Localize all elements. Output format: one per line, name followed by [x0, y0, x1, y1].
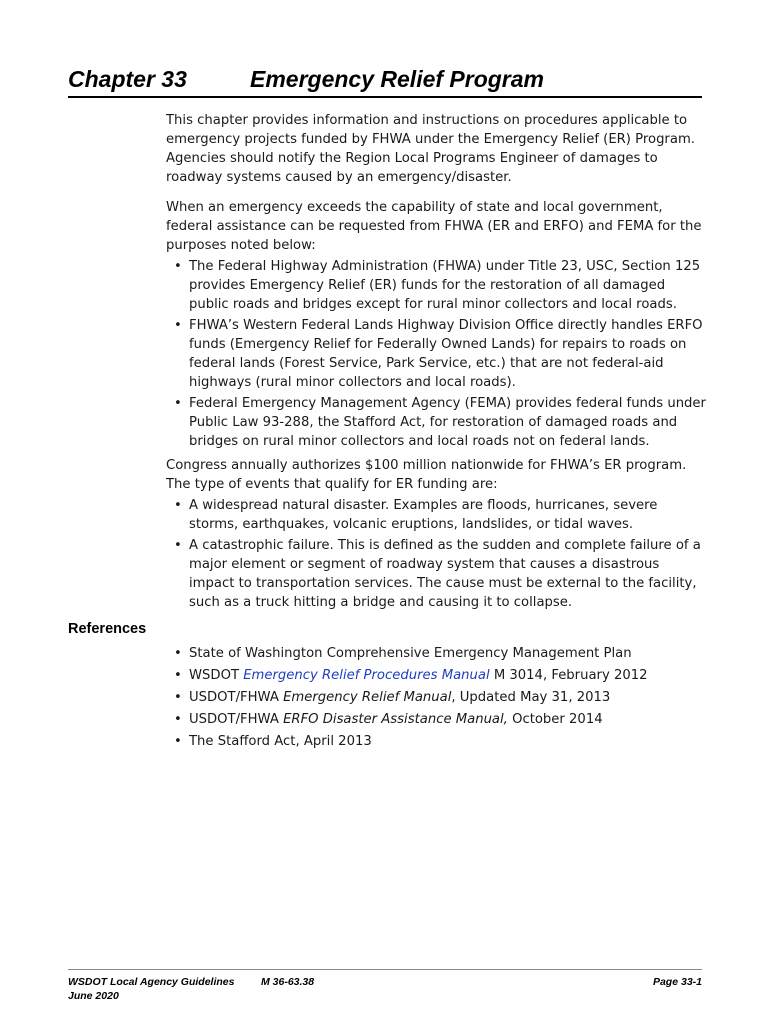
reference-text: State of Washington Comprehensive Emergency Management Plan [189, 646, 632, 661]
reference-item [166, 732, 706, 751]
chapter-header [68, 62, 702, 98]
reference-item [166, 688, 706, 707]
footer-date: June 2020 [68, 990, 119, 1002]
list-item [166, 316, 706, 392]
list-item-text: FHWA’s Western Federal Lands Highway Division Office directly handles ERFO funds (Emergency Relief for Federally Owned Lands) for repairs to roads on federal lands (Forest Service, Park Service, etc.) that are not federal-aid highways (rural minor collectors and local roads). [189, 318, 703, 390]
assistance-paragraph: When an emergency exceeds the capability of state and local government, federal assistance can be requested from FHWA (ER and ERFO) and FEMA for the purposes noted below: [166, 200, 702, 253]
footer-publication: WSDOT Local Agency Guidelines [68, 976, 235, 988]
list-item [166, 496, 706, 534]
assistance-list [166, 257, 706, 451]
list-item-text: A widespread natural disaster. Examples are floods, hurricanes, severe storms, earthquakes, volcanic eruptions, landslides, or tidal waves. [189, 498, 658, 532]
footer-divider [68, 969, 702, 970]
reference-suffix: , Updated May 31, 2013 [451, 690, 611, 705]
reference-item [166, 644, 706, 663]
references-section [166, 641, 706, 751]
bullet-icon: • [174, 712, 182, 727]
assistance-section [166, 198, 706, 451]
references-list [166, 644, 706, 751]
reference-suffix: M 3014, February 2012 [489, 668, 648, 683]
reference-title: ERFO Disaster Assistance Manual, [283, 712, 508, 727]
reference-item [166, 666, 706, 685]
chapter-title: Emergency Relief Program [250, 66, 545, 92]
chapter-number: Chapter 33 [68, 66, 187, 92]
footer-page-number: Page 33-1 [652, 976, 702, 988]
bullet-icon: • [174, 734, 182, 749]
funding-section [166, 456, 706, 612]
intro-paragraph: This chapter provides information and instructions on procedures applicable to emergency projects funded by FHWA under the Emergency Relief (ER) Program. Agencies should notify the Region Local Programs Engineer of damages to roadway systems caused by an emergency/disaster. [166, 113, 695, 185]
reference-item [166, 710, 706, 729]
reference-text: The Stafford Act, April 2013 [189, 734, 372, 749]
references-heading: References [68, 621, 147, 637]
reference-title: Emergency Relief Manual [283, 690, 452, 705]
bullet-icon: • [174, 538, 182, 553]
reference-suffix: October 2014 [507, 712, 603, 727]
procedures-manual-link[interactable]: Emergency Relief Procedures Manual [243, 668, 490, 683]
bullet-icon: • [174, 318, 182, 333]
list-item-text: Federal Emergency Management Agency (FEMA) provides federal funds under Public Law 93-288, the Stafford Act, for restoration of damaged roads and bridges on rural minor collectors and local roads not on federal lands. [189, 396, 706, 449]
reference-prefix: USDOT/FHWA [189, 712, 284, 727]
funding-list [166, 496, 706, 612]
reference-prefix: USDOT/FHWA [189, 690, 284, 705]
funding-paragraph: Congress annually authorizes $100 million nationwide for FHWA’s ER program. The type of events that qualify for ER funding are: [166, 458, 687, 492]
list-item [166, 536, 706, 612]
list-item [166, 394, 706, 451]
bullet-icon: • [174, 646, 182, 661]
footer-doc-number: M 36-63.38 [261, 976, 315, 988]
reference-prefix: WSDOT [189, 668, 244, 683]
bullet-icon: • [174, 259, 182, 274]
list-item [166, 257, 706, 314]
list-item-text: The Federal Highway Administration (FHWA) under Title 23, USC, Section 125 provides Emergency Relief (ER) funds for the restoration of all damaged public roads and bridges except for rural minor collectors and local roads. [189, 259, 701, 312]
bullet-icon: • [174, 498, 182, 513]
bullet-icon: • [174, 668, 182, 683]
bullet-icon: • [174, 396, 182, 411]
intro-section [166, 111, 706, 187]
bullet-icon: • [174, 690, 182, 705]
list-item-text: A catastrophic failure. This is defined as the sudden and complete failure of a major element or segment of roadway system that causes a disastrous impact to transportation services. The cause must be external to the facility, such as a truck hitting a bridge and causing it to collapse. [189, 538, 701, 610]
